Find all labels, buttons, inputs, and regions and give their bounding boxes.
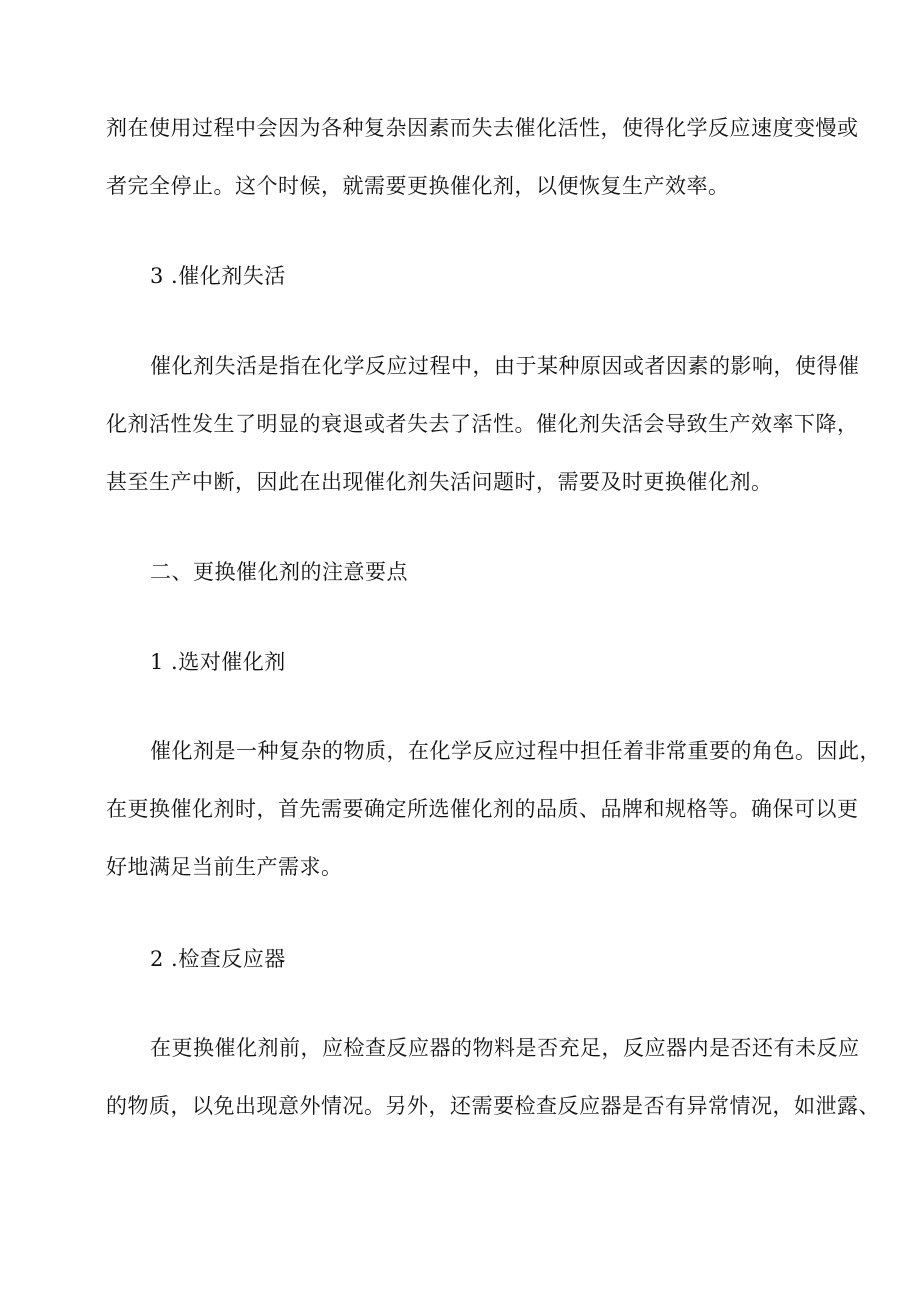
- paragraph-line: 催化剂是一种复杂的物质，在化学反应过程中担任着非常重要的角色。因此，: [150, 739, 881, 763]
- paragraph-line: 催化剂失活是指在化学反应过程中，由于某种原因或者因素的影响，使得催: [150, 354, 860, 378]
- paragraph-line: 甚至生产中断，因此在出现催化剂失活问题时，需要及时更换催化剂。: [106, 470, 773, 494]
- paragraph-line: 好地满足当前生产需求。: [106, 855, 343, 879]
- paragraph-line: 在更换催化剂时，首先需要确定所选催化剂的品质、品牌和规格等。确保可以更: [106, 797, 859, 821]
- section-heading: 2 .检查反应器: [150, 947, 286, 971]
- paragraph-line: 在更换催化剂前，应检查反应器的物料是否充足，反应器内是否还有未反应: [150, 1036, 860, 1060]
- paragraph-line: 者完全停止。这个时候，就需要更换催化剂，以便恢复生产效率。: [106, 174, 730, 198]
- section-heading: 1 .选对催化剂: [150, 650, 286, 674]
- paragraph-line: 剂在使用过程中会因为各种复杂因素而失去催化活性，使得化学反应速度变慢或: [106, 116, 859, 140]
- section-heading: 二、更换催化剂的注意要点: [150, 560, 408, 584]
- section-heading: 3 .催化剂失活: [150, 264, 286, 288]
- paragraph-line: 的物质，以免出现意外情况。另外，还需要检查反应器是否有异常情况，如泄露、: [106, 1094, 880, 1118]
- paragraph-line: 化剂活性发生了明显的衰退或者失去了活性。催化剂失活会导致生产效率下降，: [106, 412, 859, 436]
